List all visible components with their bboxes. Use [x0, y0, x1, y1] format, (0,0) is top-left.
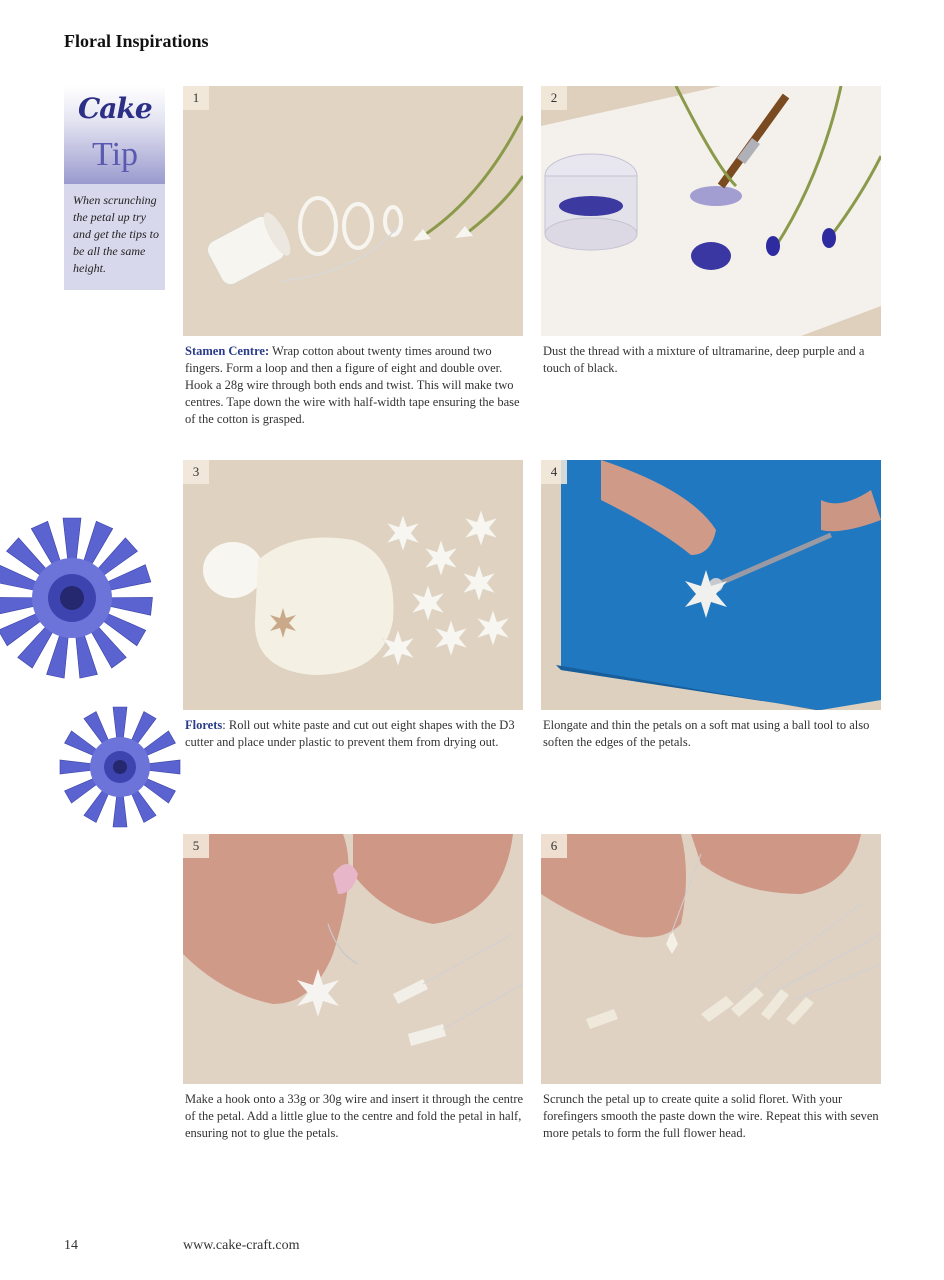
- tip-title: Tip: [92, 136, 139, 173]
- step-1-caption: [185, 343, 525, 428]
- step-4-illustration: [541, 460, 881, 710]
- step-2-photo: [541, 86, 881, 336]
- step-5-photo: [183, 834, 523, 1084]
- step-1-text: Wrap cotton about twenty times around two fingers. Form a loop and then a figure of eight and double over. Hook a 28g wire through both ends and twist. This will make two centres. Tape down the wire with half-width tape ensuring the base of the cotton is grasped.: [185, 344, 520, 426]
- website-url[interactable]: www.cake-craft.com: [183, 1238, 300, 1253]
- step-5-illustration: [183, 834, 523, 1084]
- step-3-photo: [183, 460, 523, 710]
- step-3-illustration: [183, 460, 523, 710]
- step-2-caption: [543, 343, 883, 377]
- cake-tip-box: [64, 86, 165, 290]
- step-5-number: 5: [183, 834, 209, 858]
- tip-brand: Cake: [78, 92, 152, 125]
- step-4-photo: [541, 460, 881, 710]
- step-4-text: Elongate and thin the petals on a soft mat using a ball tool to also soften the edges of the petals.: [543, 718, 870, 749]
- step-6-number: 6: [541, 834, 567, 858]
- step-3-number: 3: [183, 460, 209, 484]
- step-4-number: 4: [541, 460, 567, 484]
- cornflower-image-small: [58, 705, 184, 831]
- page-number: 14: [64, 1238, 78, 1253]
- step-2-text: Dust the thread with a mixture of ultramarine, deep purple and a touch of black.: [543, 344, 865, 375]
- step-1-number: 1: [183, 86, 209, 110]
- step-6-photo: [541, 834, 881, 1084]
- step-6-illustration: [541, 834, 881, 1084]
- step-1-illustration: [183, 86, 523, 336]
- step-3-caption: [185, 717, 525, 751]
- step-5-text: Make a hook onto a 33g or 30g wire and insert it through the centre of the petal. Add a little glue to the centre and fold the petal in half, ensuring not to glue the petals.: [185, 1092, 524, 1140]
- step-6-text: Scrunch the petal up to create quite a solid floret. With your forefingers smooth the paste down the wire. Repeat this with seven more petals to form the full flower head.: [543, 1092, 879, 1140]
- step-3-lead: Florets: [185, 718, 223, 732]
- step-2-number: 2: [541, 86, 567, 110]
- tip-header: [64, 86, 165, 184]
- step-2-illustration: [541, 86, 881, 336]
- step-4-caption: [543, 717, 883, 751]
- step-1-lead: Stamen Centre:: [185, 344, 270, 358]
- step-5-caption: [185, 1091, 525, 1142]
- step-3-text: : Roll out white paste and cut out eight shapes with the D3 cutter and place under plastic to prevent them from drying out.: [185, 718, 515, 749]
- step-6-caption: [543, 1091, 883, 1142]
- cornflower-image-large: [0, 510, 156, 686]
- step-1-photo: [183, 86, 523, 336]
- page-title: Floral Inspirations: [64, 31, 209, 51]
- tip-text: When scrunching the petal up try and get the tips to be all the same height.: [73, 193, 159, 275]
